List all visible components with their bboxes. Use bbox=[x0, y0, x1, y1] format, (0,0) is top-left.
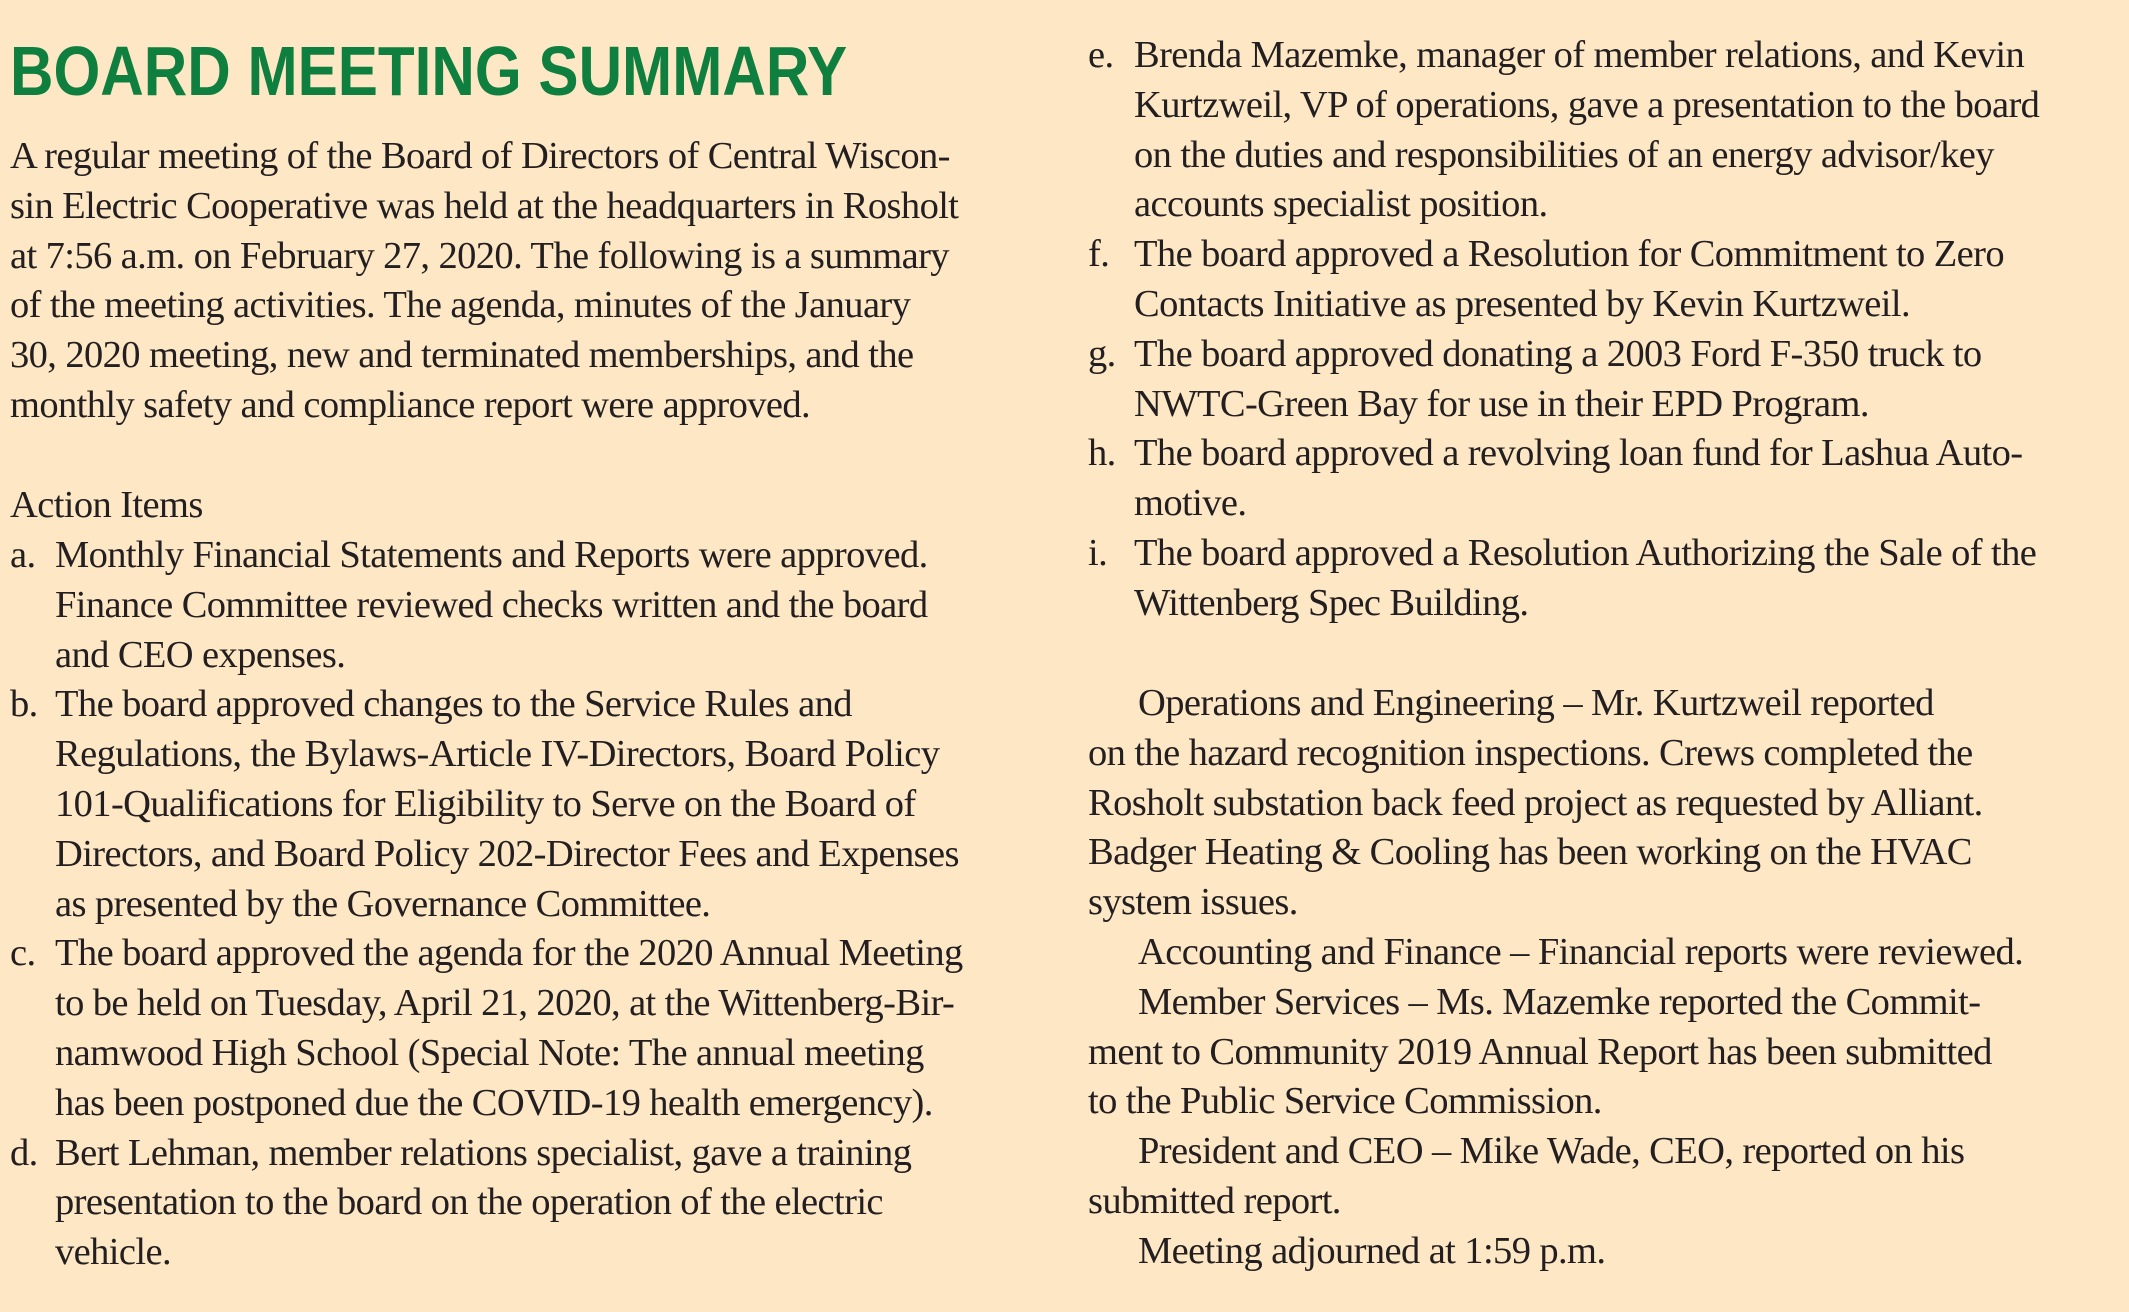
action-items-list bbox=[10, 531, 1030, 1278]
report-member-services bbox=[1088, 978, 2118, 1127]
item-marker: a. bbox=[10, 534, 36, 576]
action-item-b bbox=[10, 680, 1030, 929]
report-line: to the Public Service Commission. bbox=[1088, 1080, 1602, 1123]
item-line: vehicle. bbox=[55, 1231, 171, 1274]
action-item-a bbox=[10, 531, 1030, 680]
action-item-c bbox=[10, 929, 1030, 1128]
action-item-e bbox=[1088, 31, 2118, 230]
item-line: on the duties and responsibilities of an energy advisor/key bbox=[1134, 133, 1994, 176]
item-line: namwood High School (Special Note: The annual meeting bbox=[55, 1031, 924, 1074]
report-line: submitted report. bbox=[1088, 1179, 1341, 1222]
report-operations-engineering bbox=[1088, 679, 2118, 928]
item-line: The board approved a Resolution for Commitment to Zero bbox=[1134, 233, 2005, 276]
item-marker: e. bbox=[1088, 34, 1114, 76]
item-marker: b. bbox=[10, 683, 38, 726]
item-line: NWTC-Green Bay for use in their EPD Program. bbox=[1134, 382, 1869, 425]
page-title: BOARD MEETING SUMMARY bbox=[10, 32, 848, 110]
report-line: ment to Community 2019 Annual Report has been submitted bbox=[1088, 1030, 1992, 1073]
item-line: 101-Qualifications for Eligibility to Serve on the Board of bbox=[55, 782, 916, 825]
item-line: has been postponed due the COVID-19 health emergency). bbox=[55, 1081, 933, 1124]
item-line: Regulations, the Bylaws-Article IV-Directors, Board Policy bbox=[55, 733, 940, 776]
item-marker: i. bbox=[1088, 531, 1108, 574]
report-line: Rosholt substation back feed project as requested by Alliant. bbox=[1088, 781, 1983, 824]
item-line: The board approved donating a 2003 Ford F-350 truck to bbox=[1134, 332, 1982, 375]
intro-line: monthly safety and compliance report were approved. bbox=[10, 383, 811, 426]
action-item-g bbox=[1088, 330, 2118, 430]
report-line: Badger Heating & Cooling has been working on the HVAC bbox=[1088, 831, 1972, 874]
action-item-h bbox=[1088, 429, 2118, 529]
item-line: The board approved changes to the Service Rules and bbox=[55, 683, 852, 726]
report-line: on the hazard recognition inspections. Crews completed the bbox=[1088, 731, 1973, 774]
item-line: and CEO expenses. bbox=[55, 633, 346, 676]
item-line: The board approved a revolving loan fund for Lashua Auto- bbox=[1134, 432, 2023, 475]
report-line: system issues. bbox=[1088, 881, 1298, 924]
item-line: Wittenberg Spec Building. bbox=[1134, 581, 1529, 624]
item-marker: c. bbox=[10, 932, 36, 975]
report-line: Meeting adjourned at 1:59 p.m. bbox=[1138, 1229, 1606, 1272]
action-items-list-continued bbox=[1088, 31, 2118, 629]
item-line: Contacts Initiative as presented by Kevin Kurtzweil. bbox=[1134, 282, 1911, 325]
action-item-f bbox=[1088, 230, 2118, 330]
report-president-ceo bbox=[1088, 1127, 2118, 1227]
item-line: to be held on Tuesday, April 21, 2020, at the Wittenberg-Bir- bbox=[55, 982, 955, 1025]
item-marker: h. bbox=[1088, 432, 1116, 475]
item-line: The board approved a Resolution Authorizing the Sale of the bbox=[1134, 531, 2037, 574]
item-line: Brenda Mazemke, manager of member relations, and Kevin bbox=[1134, 34, 2025, 76]
intro-line: at 7:56 a.m. on February 27, 2020. The following is a summary bbox=[10, 234, 949, 277]
item-marker: f. bbox=[1088, 233, 1110, 276]
item-line: presentation to the board on the operation of the electric bbox=[55, 1181, 883, 1224]
item-line: Bert Lehman, member relations specialist, gave a training bbox=[55, 1131, 912, 1174]
item-line: accounts specialist position. bbox=[1134, 183, 1548, 226]
intro-line: of the meeting activities. The agenda, minutes of the January bbox=[10, 284, 911, 327]
item-line: The board approved the agenda for the 2020 Annual Meeting bbox=[55, 932, 963, 975]
item-line: as presented by the Governance Committee. bbox=[55, 882, 711, 925]
item-line: Kurtzweil, VP of operations, gave a presentation to the board bbox=[1134, 83, 2040, 126]
item-line: Monthly Financial Statements and Reports were approved. bbox=[55, 534, 928, 576]
report-line: Accounting and Finance – Financial reports were reviewed. bbox=[1138, 930, 2024, 973]
item-marker: d. bbox=[10, 1131, 38, 1174]
intro-line: A regular meeting of the Board of Directors of Central Wiscon- bbox=[10, 135, 950, 177]
item-line: motive. bbox=[1134, 482, 1247, 525]
intro-paragraph bbox=[10, 132, 1030, 431]
action-item-d bbox=[10, 1129, 1030, 1278]
department-reports bbox=[1088, 679, 2118, 1277]
report-accounting-finance bbox=[1088, 928, 2118, 978]
report-line: Member Services – Ms. Mazemke reported the Commit- bbox=[1138, 980, 1981, 1023]
meeting-adjourned bbox=[1088, 1227, 2118, 1277]
item-marker: g. bbox=[1088, 332, 1116, 375]
item-line: Finance Committee reviewed checks written and the board bbox=[55, 583, 928, 626]
action-item-i bbox=[1088, 529, 2118, 629]
intro-line: sin Electric Cooperative was held at the headquarters in Rosholt bbox=[10, 184, 959, 227]
intro-line: 30, 2020 meeting, new and terminated memberships, and the bbox=[10, 334, 914, 377]
report-line: President and CEO – Mike Wade, CEO, reported on his bbox=[1138, 1130, 1965, 1173]
report-line: Operations and Engineering – Mr. Kurtzweil reported bbox=[1138, 682, 1934, 724]
action-items-heading: Action Items bbox=[10, 484, 203, 526]
item-line: Directors, and Board Policy 202-Director Fees and Expenses bbox=[55, 832, 959, 875]
